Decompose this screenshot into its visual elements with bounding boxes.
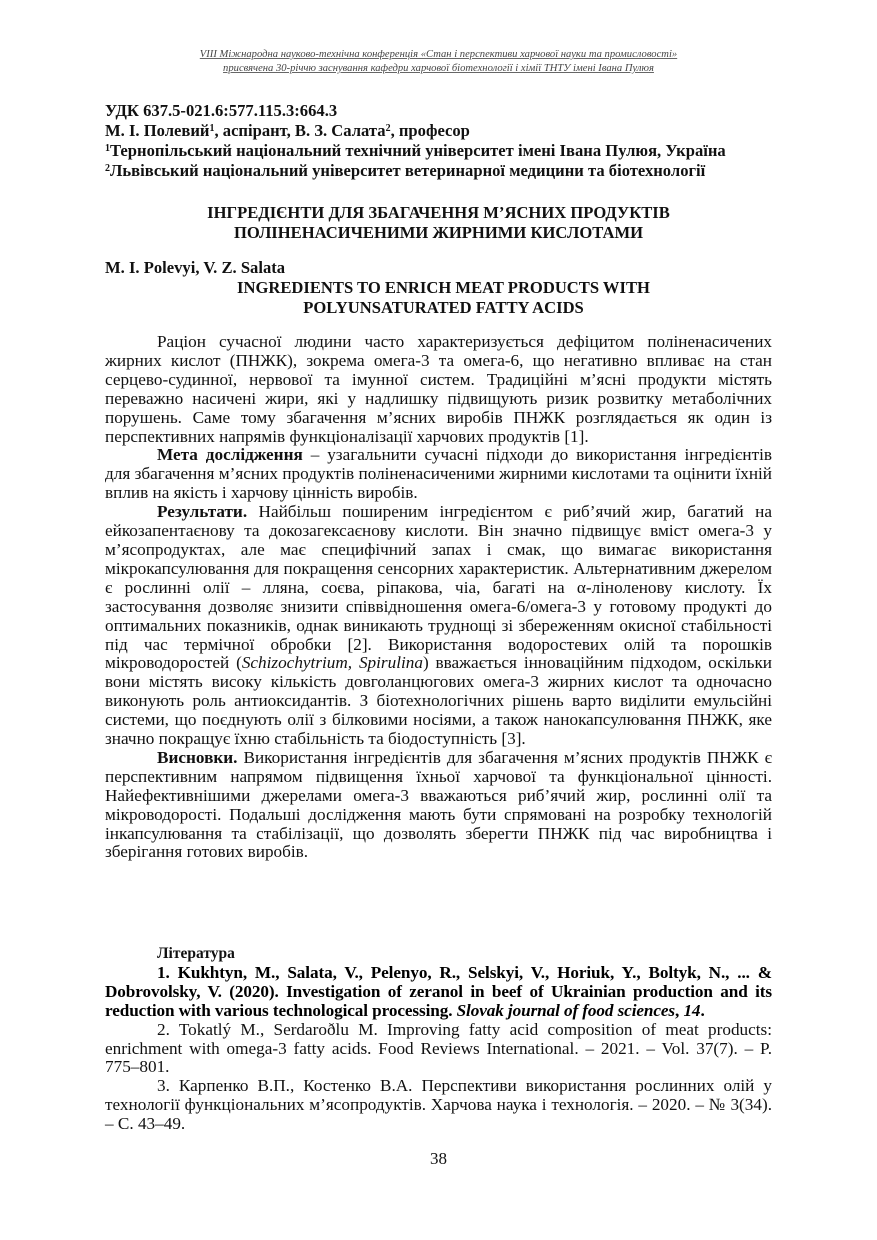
aim-paragraph: [105, 446, 772, 503]
conclusions-paragraph: [105, 749, 772, 862]
references-heading: Література: [157, 945, 235, 962]
results-text-1: Найбільш поширеним інгредієнтом є риб’ячий жир, багатий на ейкозапентаєнову та докозагексаєнову кислоти. Він значно підвищує вміст омега-3 у м’ясопродуктах, але має специфічний запах і смак, що вимагає використання мікрокапсулювання для покращення сенсорних характеристик. Альтернативним джерелом є рослинні олії – лляна, соєва, ріпакова, чіа, багаті на α-ліноленову кислоту. Їх застосування дозволяє знизити співвідношення омега-6/омега-3 у готовому продукті до оптимальних показників, однак виникають труднощі зі збереженням окисної стабільності під час термічної обробки [2]. Використання водоростевих олій та порошків мікроводоростей (: [105, 502, 772, 673]
author-1-name: М. І. Полевий: [105, 121, 210, 140]
affiliation-2: [105, 161, 772, 181]
running-header-line-1: VIII Міжнародна науково-технічна конференція «Стан і перспективи харчової науки та промисловості»: [199, 49, 678, 60]
reference-1-separator: ,: [675, 1000, 684, 1020]
conclusions-label: Висновки.: [157, 747, 238, 767]
affiliation-1: [105, 141, 772, 161]
affiliation-1-mark: 1: [105, 143, 110, 154]
author-2-role: , професор: [390, 121, 470, 140]
title-english: [0, 278, 877, 318]
page-number: 38: [430, 1149, 447, 1168]
reference-3: 3. Карпенко В.П., Костенко В.А. Перспективи використання рослинних олій у технології функціональних м’ясопродуктів. Харчова наука і технологія. – 2020. – № 3(34). – С. 43–49.: [105, 1076, 772, 1134]
results-label: Результати.: [157, 502, 248, 522]
references: [105, 945, 772, 1134]
udk-code: УДК 637.5-021.6:577.115.3:664.3: [105, 101, 338, 120]
author-2-affiliation-mark: 2: [385, 123, 391, 134]
author-1-affiliation-mark: 1: [209, 123, 215, 134]
reference-1-volume: 14: [683, 1000, 701, 1020]
running-header-line-2: присвячена 30-річчю заснування кафедри харчової біотехнології і хімії ТНТУ імені Івана Пулюя: [223, 63, 654, 74]
authors-line: [105, 121, 772, 141]
title-english-line-1: INGREDIENTS TO ENRICH MEAT PRODUCTS WITH: [237, 278, 650, 297]
reference-1-end: .: [700, 1000, 705, 1020]
conclusions-text: Використання інгредієнтів для збагачення м’ясних продуктів ПНЖК є перспективним напрямом підвищення їхньої харчової та функціональної цінності. Найефективнішими джерелами омега-3 вважаються риб’ячий жир, рослинні олії та мікроводорості. Подальші дослідження мають бути спрямовані на розробку технологій інкапсулювання та стабілізації, що дозволять зберегти ПНЖК під час виробництва і зберігання готових виробів.: [105, 747, 772, 862]
reference-1: [105, 964, 772, 1021]
title-english-line-2: POLYUNSATURATED FATTY ACIDS: [303, 298, 584, 317]
author-1-role: , аспірант,: [214, 121, 295, 140]
article-body: [105, 333, 772, 862]
title-ukrainian-line-1: ІНГРЕДІЄНТИ ДЛЯ ЗБАГАЧЕННЯ М’ЯСНИХ ПРОДУКТІВ: [207, 203, 670, 222]
intro-paragraph: Раціон сучасної людини часто характеризується дефіцитом поліненасичених жирних кислот (ПНЖК), зокрема омега-3 та омега-6, що негативно впливає на стан серцево-судинної, нервової та імунної систем. Традиційні м’ясні продукти містять переважно насичені жири, які у надлишку підвищують ризик розвитку метаболічних порушень. Саме тому збагачення м’ясних виробів ПНЖК розглядається як один із перспективних напрямів функціоналізації харчових продуктів [1].: [105, 332, 772, 446]
author-2-name: В. З. Салата: [294, 121, 386, 140]
affiliation-2-text: Львівський національний університет ветеринарної медицини та біотехнології: [110, 161, 706, 180]
results-paragraph: [105, 503, 772, 749]
article-meta: [105, 101, 772, 181]
title-ukrainian-line-2: ПОЛІНЕНАСИЧЕНИМИ ЖИРНИМИ КИСЛОТАМИ: [233, 223, 644, 242]
reference-1-text: 1. Kukhtyn, M., Salata, V., Pelenyo, R., Selskyi, V., Horiuk, Y., Boltyk, N., ... & Dobrovolsky, V. (2020). Investigation of zeranol in beef of Ukrainian production and its reduction with various technological processing.: [105, 962, 772, 1020]
aim-label: Мета дослідження: [157, 445, 303, 465]
title-ukrainian: [0, 203, 877, 243]
running-header: [0, 48, 877, 76]
reference-2: 2. Tokatlý M., Serdaroðlu M. Improving fatty acid composition of meat products: enrichment with omega-3 fatty acids. Food Reviews International. – 2021. – Vol. 37(7). – P. 775–801.: [105, 1019, 772, 1077]
reference-1-journal: Slovak journal of food sciences: [456, 1000, 676, 1020]
authors-english: M. I. Polevyi, V. Z. Salata: [105, 258, 286, 277]
results-species: Schizochytrium, Spirulina: [241, 653, 423, 673]
results-text-2: ) вважається інноваційним підходом, оскільки вони містять високу кількість довголанцюгових омега-3 жирних кислот та одночасно виконують роль антиоксидантів. З біотехнологічних рішень варто виділити емульсійні системи, що поєднують олії з білковими носіями, а також нанокапсулювання ПНЖК, яке значно покращує їхню стабільність та біодоступність [3].: [105, 653, 772, 749]
affiliation-1-text: Тернопільський національний технічний університет імені Івана Пулюя, Україна: [110, 141, 726, 160]
affiliation-2-mark: 2: [105, 163, 110, 174]
aim-text: – узагальнити сучасні підходи до використання інгредієнтів для збагачення м’ясних продуктів поліненасиченими жирними кислотами та оцінити їхній вплив на якість і харчову цінність виробів.: [105, 445, 772, 503]
